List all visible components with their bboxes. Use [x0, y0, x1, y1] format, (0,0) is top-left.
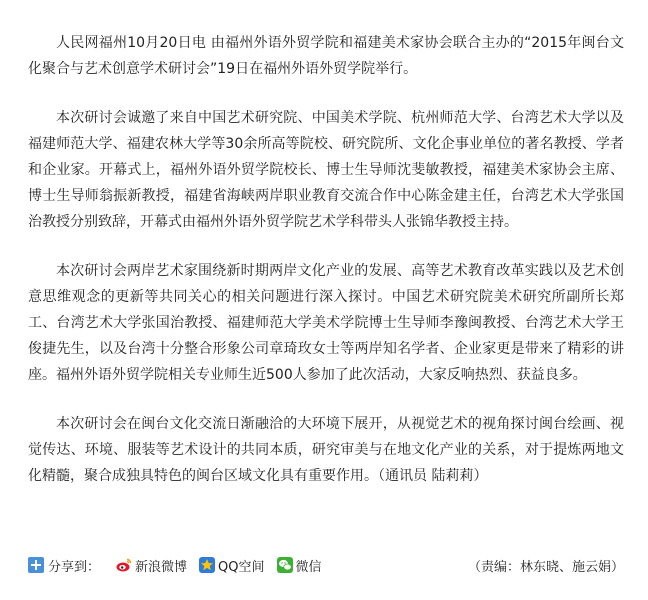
weibo-icon — [116, 557, 132, 573]
qzone-icon — [199, 557, 215, 573]
share-wechat-label: 微信 — [295, 559, 322, 575]
article-paragraph: 人民网福州10月20日电 由福州外语外贸学院和福建美术家协会联合主办的“2015年闽台文化聚合与艺术创意学术研讨会”19日在福州外语外贸学院举行。 — [28, 35, 624, 77]
share-wechat-button[interactable] — [277, 556, 322, 575]
editor-credit: （责编：林东晓、施云娟） — [467, 559, 624, 575]
article-paragraph: 本次研讨会在闽台文化交流日渐融洽的大环境下展开，从视觉艺术的视角探讨闽台绘画、视觉传达、环境、服装等艺术设计的共同本质，研究审美与在地文化产业的关系，对于提炼两地文化精髓，聚合成独具特色的闽台区域文化具有重要作用。（通讯员 陆莉莉） — [28, 416, 624, 484]
article-paragraph: 本次研讨会两岸艺术家围绕新时期两岸文化产业的发展、高等艺术教育改革实践以及艺术创意思维观念的更新等共同关心的相关问题进行深入探讨。中国艺术研究院美术研究所副所长郑工、台湾艺术大学张国治教授、福建师范大学美术学院博士生导师李豫闽教授、台湾艺术大学王俊捷先生，以及台湾十分整合形象公司章琦玫女士等两岸知名学者、企业家更是带来了精彩的讲座。福州外语外贸学院相关专业师生近500人参加了此次活动，大家反响热烈、获益良多。 — [28, 263, 624, 383]
share-plus-icon[interactable] — [28, 557, 44, 573]
article-paragraph: 本次研讨会诚邀了来自中国艺术研究院、中国美术学院、杭州师范大学、台湾艺术大学以及福建师范大学、福建农林大学等30余所高等院校、研究院所、文化企事业单位的著名教授、学者和企业家。开幕式上，福州外语外贸学院校长、博士生导师沈斐敏教授，福建美术家协会主席、博士生导师翁振新教授，福建省海峡两岸职业教育交流合作中心陈金建主任，台湾艺术大学张国治教授分别致辞，开幕式由福州外语外贸学院艺术学科带头人张锦华教授主持。 — [28, 110, 624, 230]
share-bar — [28, 556, 334, 575]
share-weibo-button[interactable] — [116, 556, 187, 575]
share-qzone-button[interactable] — [199, 556, 264, 575]
share-weibo-label: 新浪微博 — [135, 559, 188, 575]
share-qzone-label: QQ空间 — [218, 559, 265, 575]
share-label: 分享到： — [48, 559, 101, 575]
article-footer — [28, 555, 624, 575]
article-body — [28, 30, 624, 512]
wechat-icon — [277, 557, 293, 573]
